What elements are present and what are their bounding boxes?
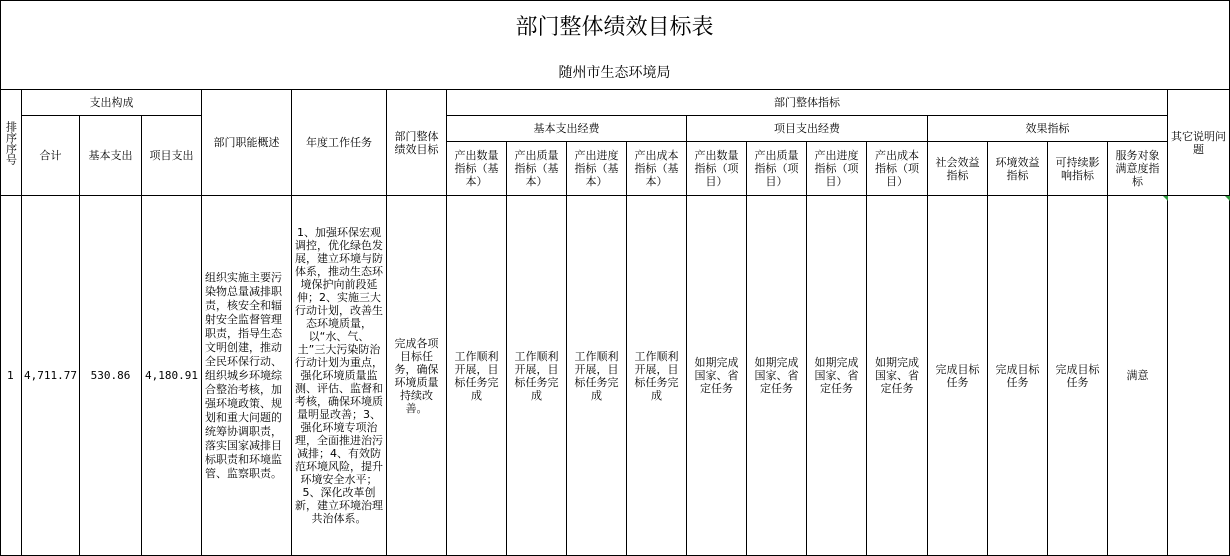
cell-overall-goal[interactable]: 完成各项目标任务，确保环境质量持续改善。 [387,196,447,556]
cell-project[interactable]: 4,180.91 [142,196,202,556]
cell-total[interactable]: 4,711.77 [22,196,80,556]
cell-b-prog[interactable]: 工作顺利开展，目标任务完成 [567,196,627,556]
header-b-qty: 产出数量指标（基本） [447,142,507,196]
page-subtitle: 随州市生态环境局 [0,56,1230,90]
header-effect: 效果指标 [928,116,1168,142]
cell-b-qual[interactable]: 工作顺利开展，目标任务完成 [507,196,567,556]
cell-sustain[interactable]: 完成目标任务 [1048,196,1108,556]
header-sustain: 可持续影响指标 [1048,142,1108,196]
header-b-qual: 产出质量指标（基本） [507,142,567,196]
header-p-cost: 产出成本指标（项目） [867,142,928,196]
cell-annual-task[interactable]: 1、加强环保宏观调控，优化绿色发展，建立环境与防体系，推动生态环境保护向前段延伸；2、实施三大行动计划，改善生态环境质量，以“水、气、土”三大污染防治行动计划为重点，强化环境质量监测、评估、监督和考核，确保环境质量明显改善；3、强化环境专项治理，全面推进治污减排；4、有效防范环境风险，提升环境安全水平；5、深化改革创新，建立环境治理共治体系。 [292,196,387,556]
page-title: 部门整体绩效目标表 [0,0,1230,56]
cell-b-qty[interactable]: 工作顺利开展，目标任务完成 [447,196,507,556]
header-b-prog: 产出进度指标（基本） [567,142,627,196]
header-basic: 基本支出 [80,116,142,196]
header-b-cost: 产出成本指标（基本） [627,142,687,196]
comment-marker-icon [1163,196,1168,201]
header-project: 项目支出 [142,116,202,196]
header-p-qual: 产出质量指标（项目） [747,142,807,196]
header-env: 环境效益指标 [988,142,1048,196]
cell-seq[interactable]: 1 [0,196,22,556]
cell-p-cost[interactable]: 如期完成国家、省定任务 [867,196,928,556]
header-other: 其它说明问题 [1168,90,1230,196]
cell-env[interactable]: 完成目标任务 [988,196,1048,556]
header-duty: 部门职能概述 [202,90,292,196]
cell-p-qual[interactable]: 如期完成国家、省定任务 [747,196,807,556]
header-expense-group: 支出构成 [22,90,202,116]
cell-duty[interactable]: 组织实施主要污染物总量减排职责，核安全和辐射安全监督管理职责，指导生态文明创建，推动全民环保行动、组织城乡环境综合整治考核，加强环境政策、规划和重大问题的统筹协调职责，落实国家减排目标职责和环境监管、监察职责。 [202,196,292,556]
header-total: 合计 [22,116,80,196]
header-indicator-group: 部门整体指标 [447,90,1168,116]
cell-other[interactable] [1168,196,1230,556]
header-seq: 排序序号 [0,90,22,196]
header-p-prog: 产出进度指标（项目） [807,142,867,196]
comment-marker-icon [1225,196,1230,201]
header-overall-goal: 部门整体绩效目标 [387,90,447,196]
cell-b-cost[interactable]: 工作顺利开展，目标任务完成 [627,196,687,556]
header-project-expense: 项目支出经费 [687,116,928,142]
cell-basic[interactable]: 530.86 [80,196,142,556]
cell-p-prog[interactable]: 如期完成国家、省定任务 [807,196,867,556]
header-social: 社会效益指标 [928,142,988,196]
header-annual-task: 年度工作任务 [292,90,387,196]
header-basic-expense: 基本支出经费 [447,116,687,142]
header-satisfaction: 服务对象满意度指标 [1108,142,1168,196]
cell-p-qty[interactable]: 如期完成国家、省定任务 [687,196,747,556]
cell-social[interactable]: 完成目标任务 [928,196,988,556]
cell-satisfaction[interactable]: 满意 [1108,196,1168,556]
header-p-qty: 产出数量指标（项目） [687,142,747,196]
